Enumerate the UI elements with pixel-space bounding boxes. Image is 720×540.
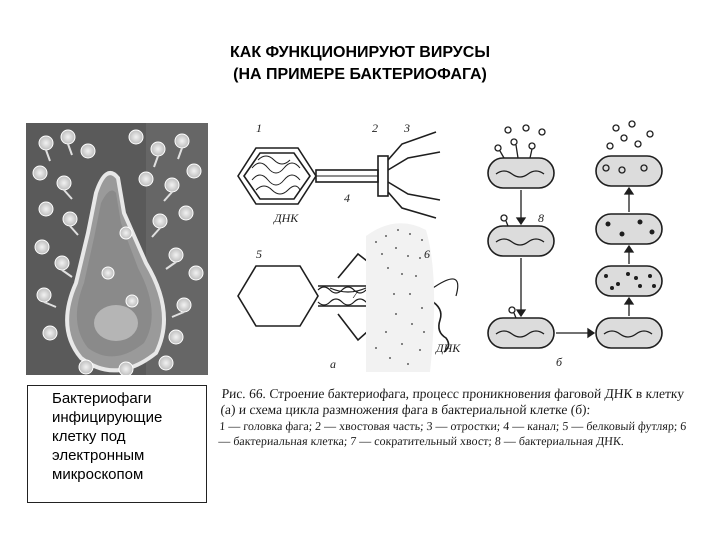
figure-caption-legend: 1 — головка фага; 2 — хвостовая часть; 3 — отростки; 4 — канал; 5 — белковый футляр; 6 — бактериальная клетка; 7 — сократительный хвост; 8 — бактериальная ДНК. xyxy=(217,419,687,448)
label-5: 5 xyxy=(256,247,262,261)
diagram-svg xyxy=(226,118,698,376)
title-line-1: КАК ФУНКЦИОНИРУЮТ ВИРУСЫ xyxy=(230,44,490,61)
label-panel-a: а xyxy=(330,357,336,371)
label-4: 4 xyxy=(344,191,350,205)
cell-b5 xyxy=(596,266,662,296)
label-dna-bottom: ДНК xyxy=(436,341,461,355)
label-8: 8 xyxy=(538,211,544,225)
electron-micrograph xyxy=(26,123,208,375)
phage-head-bottom xyxy=(238,266,318,326)
label-7: 7 xyxy=(352,287,358,301)
label-2: 2 xyxy=(372,121,378,135)
title-line-2: (НА ПРИМЕРЕ БАКТЕРИОФАГА) xyxy=(233,66,487,83)
micrograph-image xyxy=(26,123,208,375)
bacteriophage-diagram xyxy=(226,118,698,376)
tail-fibers-top xyxy=(388,132,440,218)
micrograph-caption xyxy=(27,385,207,503)
phage-head-top xyxy=(238,148,316,204)
label-3: 3 xyxy=(404,121,410,135)
cell-b6 xyxy=(596,214,662,244)
figure-caption-main: Рис. 66. Строение бактериофага, процесс проникновения фаговой ДНК в клетку (а) и схема цикла размножения фага в бактериальной клетке (б): xyxy=(220,386,685,417)
label-1: 1 xyxy=(256,121,262,135)
slide-title xyxy=(0,42,720,86)
micrograph-caption-text: Бактериофаги инфицирующие клетку под электронным микроскопом xyxy=(52,390,163,483)
label-panel-b: б xyxy=(556,355,563,369)
figure-caption xyxy=(218,386,692,449)
label-6: 6 xyxy=(424,247,430,261)
label-dna-top: ДНК xyxy=(274,211,299,225)
